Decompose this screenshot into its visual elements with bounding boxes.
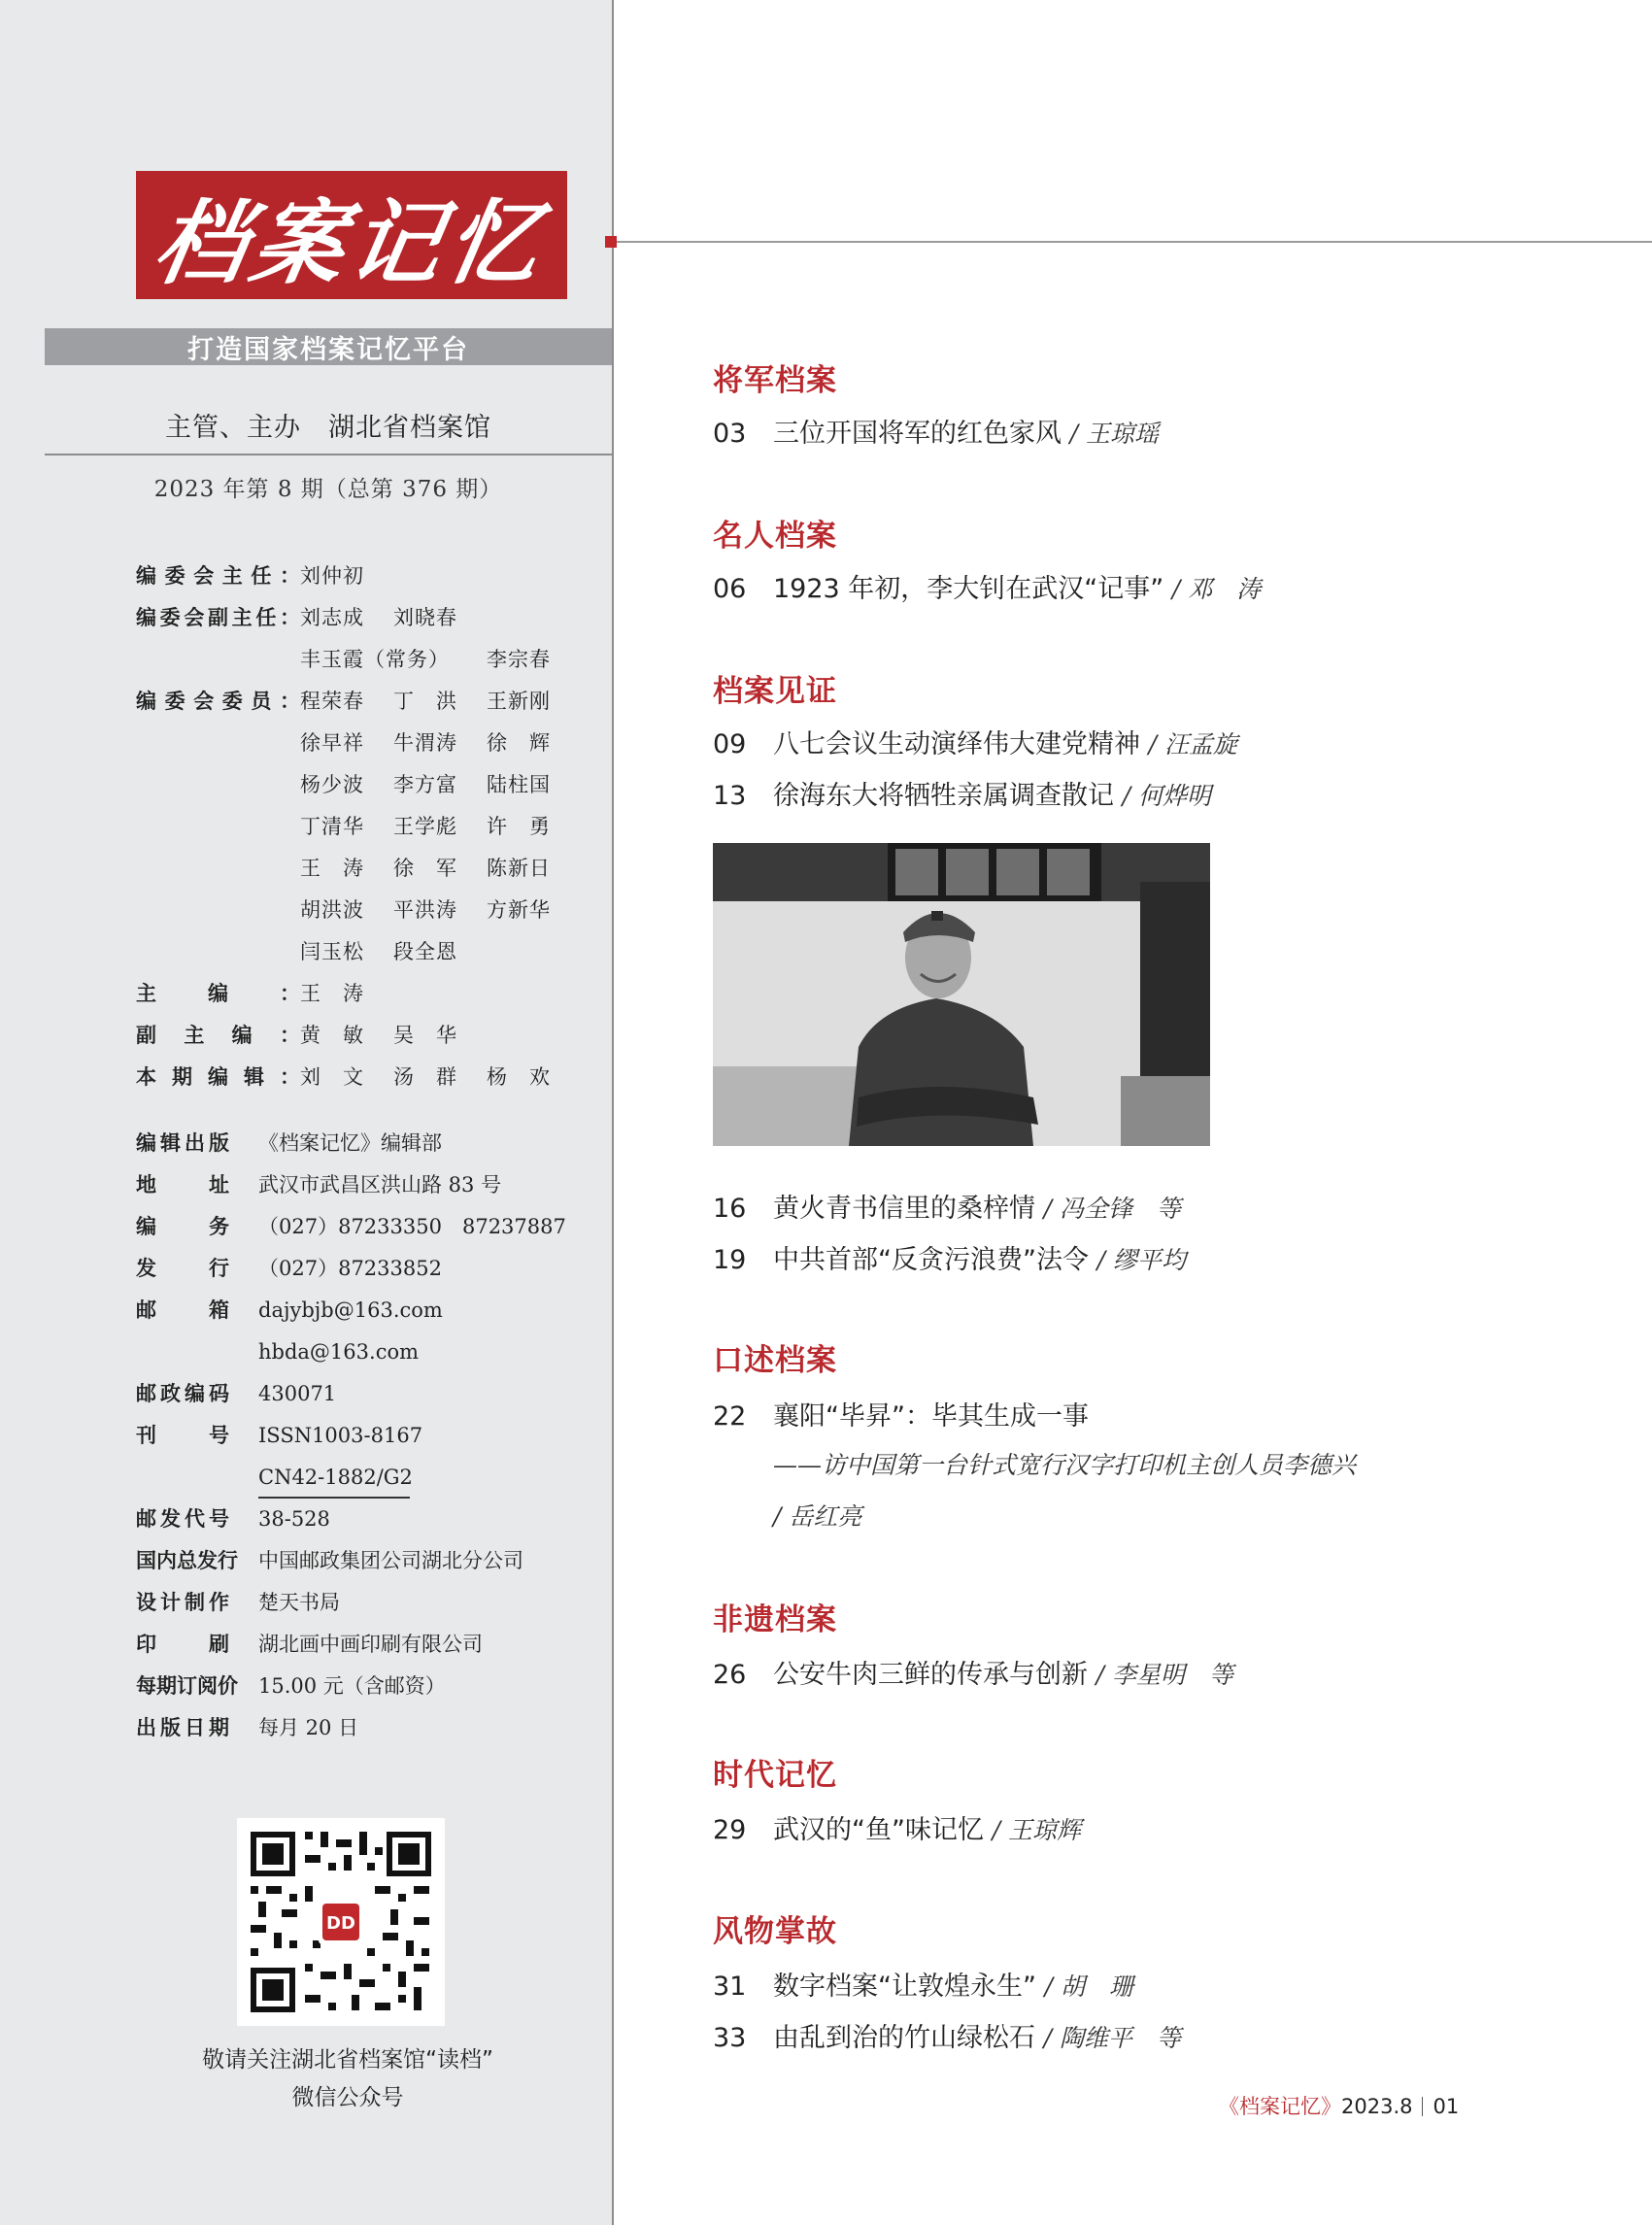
sponsor-line: 主管、主办 湖北省档案馆 bbox=[165, 413, 491, 443]
toc-entry[interactable] bbox=[713, 1965, 1133, 2003]
qr-caption: 敬请关注湖北省档案馆“读档” bbox=[202, 2047, 493, 2073]
info-label: 设计制作 bbox=[136, 1591, 229, 1614]
toc-title: 徐海东大将牺牲亲属调查散记 bbox=[773, 781, 1114, 811]
toc-page: 13 bbox=[713, 781, 747, 811]
info-label: 编辑出版 bbox=[136, 1131, 229, 1155]
toc-author: / 胡 珊 bbox=[1044, 1972, 1133, 2001]
journal-logo bbox=[136, 171, 567, 299]
underline bbox=[258, 1497, 410, 1499]
toc-title: 武汉的“鱼”味记忆 bbox=[773, 1815, 984, 1845]
toc-author: / 王琼瑶 bbox=[1069, 420, 1159, 448]
credit-name: 徐 辉 bbox=[487, 731, 551, 755]
credit-name: 王新刚 bbox=[487, 690, 551, 713]
info-value: 15.00 元（含邮资） bbox=[258, 1674, 446, 1698]
info-value: 每月 20 日 bbox=[258, 1716, 359, 1739]
info-row bbox=[136, 1500, 330, 1538]
footer-issue: 2023.8 bbox=[1341, 2095, 1413, 2118]
toc-page: 26 bbox=[713, 1660, 747, 1690]
credit-name: 陆柱国 bbox=[487, 773, 551, 796]
toc-entry[interactable] bbox=[713, 567, 1261, 605]
credit-name: 许 勇 bbox=[487, 815, 551, 838]
info-row bbox=[136, 1249, 442, 1288]
info-row bbox=[136, 1541, 523, 1580]
toc-entry[interactable] bbox=[713, 2016, 1181, 2054]
credit-label: 编委会主任： bbox=[136, 564, 300, 588]
credit-label: 主编： bbox=[136, 982, 300, 1005]
qr-logo: DD bbox=[326, 1913, 355, 1934]
footer-journal: 《档案记忆》 bbox=[1219, 2095, 1341, 2118]
info-row bbox=[136, 1416, 423, 1455]
credit-name: 徐 军 bbox=[393, 857, 457, 880]
info-value: ISSN1003-8167 bbox=[258, 1424, 423, 1447]
toc-title: 黄火青书信里的桑梓情 bbox=[773, 1194, 1035, 1224]
info-label: 邮政编码 bbox=[136, 1382, 229, 1405]
masthead-sidebar bbox=[0, 0, 612, 2225]
info-value: CN42-1882/G2 bbox=[258, 1466, 413, 1489]
info-label: 刊号 bbox=[136, 1424, 229, 1447]
credit-name: 徐早祥 bbox=[300, 731, 364, 755]
toc-author: / 王琼辉 bbox=[992, 1816, 1081, 1844]
info-value: 430071 bbox=[258, 1382, 337, 1405]
toc-page: 16 bbox=[713, 1194, 747, 1224]
toc-entry[interactable] bbox=[713, 723, 1237, 760]
credit-label: 副主编： bbox=[136, 1024, 300, 1047]
logo-text: 档案记忆 bbox=[146, 189, 555, 297]
credit-label: 编委会委员： bbox=[136, 690, 300, 713]
info-label: 出版日期 bbox=[136, 1716, 229, 1739]
toc-title: 公安牛肉三鲜的传承与创新 bbox=[773, 1660, 1088, 1690]
credit-row bbox=[136, 1058, 551, 1096]
section-title: 档案见证 bbox=[713, 674, 837, 709]
credit-name: 平洪涛 bbox=[393, 898, 457, 922]
credit-name: 杨 欢 bbox=[487, 1065, 551, 1089]
info-label: 国内总发行 bbox=[136, 1549, 238, 1572]
section-title: 风物掌故 bbox=[713, 1914, 837, 1949]
toc-entry[interactable] bbox=[713, 1808, 1081, 1846]
toc-title: 由乱到治的竹山绿松石 bbox=[773, 2023, 1035, 2053]
credit-row bbox=[136, 598, 457, 637]
credit-row bbox=[136, 1016, 457, 1055]
credit-name: 陈新日 bbox=[487, 857, 551, 880]
toc-author: / 陶维平 等 bbox=[1043, 2024, 1181, 2052]
toc-page: 09 bbox=[713, 729, 747, 759]
toc-title: 中共首部“反贪污浪费”法令 bbox=[773, 1245, 1089, 1275]
credit-label: 编委会副主任： bbox=[136, 606, 300, 629]
toc-entry[interactable] bbox=[713, 1187, 1181, 1225]
credit-name: 牛渭涛 bbox=[393, 731, 457, 755]
qr-code-graphic bbox=[237, 1818, 445, 2026]
toc-author: / 李星明 等 bbox=[1096, 1661, 1233, 1689]
toc-title: 三位开国将军的红色家风 bbox=[773, 419, 1062, 449]
credit-label: 本期编辑： bbox=[136, 1065, 300, 1089]
credit-name: 丰玉霞（常务） bbox=[300, 648, 450, 671]
toc-page: 06 bbox=[713, 574, 747, 604]
info-value: 38-528 bbox=[258, 1507, 330, 1531]
toc-title: 八七会议生动演绎伟大建党精神 bbox=[773, 729, 1140, 759]
credit-name: 程荣春 bbox=[300, 690, 364, 713]
info-label: 地址 bbox=[136, 1173, 229, 1197]
credit-name: 段全恩 bbox=[393, 940, 457, 963]
info-row bbox=[136, 1708, 359, 1747]
info-value: 中国邮政集团公司湖北分公司 bbox=[258, 1549, 523, 1572]
toc-entry[interactable] bbox=[713, 412, 1159, 450]
toc-author: / 何烨明 bbox=[1122, 782, 1211, 810]
info-label: 每期订阅价 bbox=[136, 1674, 238, 1698]
credit-name: 汤 群 bbox=[393, 1065, 457, 1089]
credit-name: 胡洪波 bbox=[300, 898, 364, 922]
toc-page: 22 bbox=[713, 1401, 747, 1432]
credit-name: 丁清华 bbox=[300, 815, 364, 838]
toc-title: 襄阳“毕昇”：毕其生成一事 bbox=[773, 1401, 1089, 1432]
toc-author: / 冯全锋 等 bbox=[1043, 1195, 1181, 1223]
credit-name: 王学彪 bbox=[393, 815, 457, 838]
qr-code[interactable] bbox=[237, 1818, 445, 2026]
issue-number: 2023 年第 8 期（总第 376 期） bbox=[153, 477, 503, 502]
toc-entry[interactable] bbox=[713, 774, 1211, 812]
red-marker bbox=[605, 236, 617, 248]
toc-page: 29 bbox=[713, 1815, 747, 1845]
info-value: 楚天书局 bbox=[258, 1591, 340, 1614]
toc-entry[interactable] bbox=[713, 1395, 1089, 1433]
credit-name: 刘晓春 bbox=[393, 606, 457, 629]
section-title: 非遗档案 bbox=[713, 1602, 837, 1637]
toc-author: / 岳红亮 bbox=[773, 1502, 862, 1531]
section-title: 将军档案 bbox=[713, 363, 837, 398]
page-footer bbox=[1219, 2091, 1459, 2120]
info-label: 编务 bbox=[136, 1215, 229, 1238]
divider bbox=[45, 454, 612, 455]
info-row bbox=[136, 1583, 340, 1622]
toc-author: / 邓 涛 bbox=[1171, 575, 1262, 603]
info-row bbox=[136, 1291, 443, 1330]
info-row bbox=[136, 1667, 446, 1705]
credit-name: 杨少波 bbox=[300, 773, 364, 796]
credit-name: 刘志成 bbox=[300, 606, 364, 629]
info-row bbox=[136, 1124, 442, 1163]
credit-name: 方新华 bbox=[487, 898, 551, 922]
credit-name: 刘仲初 bbox=[300, 564, 364, 588]
info-row bbox=[136, 1625, 483, 1664]
credit-name: 王 涛 bbox=[300, 982, 364, 1005]
credit-name: 丁 洪 bbox=[393, 690, 457, 713]
info-value: 武汉市武昌区洪山路 83 号 bbox=[258, 1173, 502, 1197]
credit-row bbox=[136, 974, 364, 1013]
credit-name: 吴 华 bbox=[393, 1024, 457, 1047]
portrait-photo-graphic bbox=[713, 843, 1210, 1146]
email-value: dajybjb@163.com bbox=[258, 1298, 443, 1322]
credit-row bbox=[136, 556, 364, 595]
info-value: （027）87233852 bbox=[258, 1257, 442, 1280]
credit-row bbox=[136, 682, 551, 721]
info-label: 印刷 bbox=[136, 1633, 229, 1656]
info-value: 《档案记忆》编辑部 bbox=[258, 1131, 442, 1155]
section-title: 口述档案 bbox=[713, 1343, 837, 1378]
slogan-text: 打造国家档案记忆平台 bbox=[187, 334, 469, 365]
toc-title: 1923 年初，李大钊在武汉“记事” bbox=[773, 574, 1164, 604]
section-title: 时代记忆 bbox=[713, 1758, 837, 1793]
email-value: hbda@163.com bbox=[258, 1340, 420, 1364]
section-title: 名人档案 bbox=[713, 519, 837, 554]
info-row bbox=[136, 1207, 566, 1246]
qr-caption: 微信公众号 bbox=[291, 2085, 404, 2110]
toc-author: / 缪平均 bbox=[1096, 1246, 1186, 1274]
info-value: （027）87233350 87237887 bbox=[258, 1215, 566, 1238]
info-row bbox=[136, 1374, 337, 1413]
header-rule bbox=[617, 241, 1652, 243]
column-divider bbox=[612, 0, 614, 2225]
toc-page: 33 bbox=[713, 2023, 747, 2053]
info-value: 湖北画中画印刷有限公司 bbox=[258, 1633, 483, 1656]
toc-page: 31 bbox=[713, 1972, 747, 2002]
toc-entry[interactable] bbox=[713, 1653, 1233, 1691]
footer-separator bbox=[1422, 2097, 1423, 2116]
info-label: 邮箱 bbox=[136, 1298, 229, 1322]
toc-subtitle: ——访中国第一台针式宽行汉字打印机主创人员李德兴 bbox=[773, 1451, 1357, 1479]
info-label: 邮发代号 bbox=[136, 1507, 229, 1531]
credit-name: 王 涛 bbox=[300, 857, 364, 880]
credit-name: 黄 敏 bbox=[300, 1024, 364, 1047]
credit-name: 刘 文 bbox=[300, 1065, 364, 1089]
info-row bbox=[136, 1165, 502, 1204]
info-label: 发行 bbox=[136, 1257, 229, 1280]
credit-name: 闫玉松 bbox=[300, 940, 364, 963]
toc-page: 19 bbox=[713, 1245, 747, 1275]
toc-author: / 汪孟旋 bbox=[1148, 730, 1237, 759]
toc-entry[interactable] bbox=[713, 1238, 1186, 1276]
page-number: 01 bbox=[1433, 2095, 1460, 2118]
credit-name: 李宗春 bbox=[487, 648, 551, 671]
credit-name: 李方富 bbox=[393, 773, 457, 796]
toc-page: 03 bbox=[713, 419, 747, 449]
slogan-bar bbox=[45, 328, 612, 365]
toc-title: 数字档案“让敦煌永生” bbox=[773, 1972, 1036, 2002]
historical-photo bbox=[713, 843, 1210, 1146]
